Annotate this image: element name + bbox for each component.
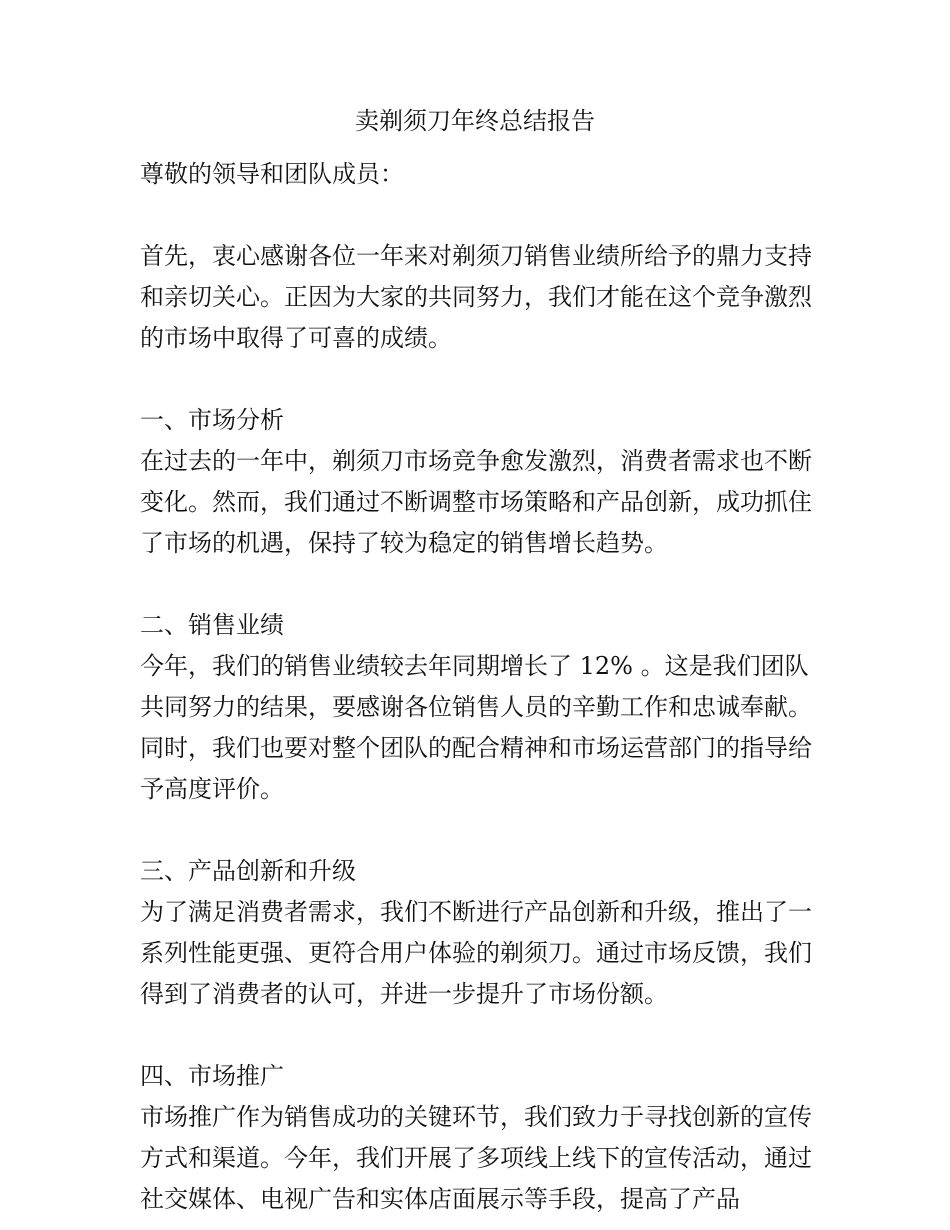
spacer xyxy=(140,359,812,400)
section-heading-sales-performance: 二、销售业绩 xyxy=(140,611,284,639)
section-body-sales-performance: 今年，我们的销售业绩较去年同期增长了 12% 。这是我们团队共同努力的结果，要感谢各位销售人员的辛勤工作和忠诚奉献。同时，我们也要对整个团队的配合精神和市场运营部门的指导给予高度评价。 xyxy=(140,652,812,803)
section-heading-product-innovation: 三、产品创新和升级 xyxy=(140,857,356,885)
section-body-marketing: 市场推广作为销售成功的关键环节，我们致力于寻找创新的宣传方式和渠道。今年，我们开展了多项线上线下的宣传活动，通过社交媒体、电视广告和实体店面展示等手段，提高了产品 xyxy=(140,1103,812,1213)
section-body-market-analysis: 在过去的一年中，剃须刀市场竞争愈发激烈，消费者需求也不断变化。然而，我们通过不断调整市场策略和产品创新，成功抓住了市场的机遇，保持了较为稳定的销售增长趋势。 xyxy=(140,447,812,557)
intro-paragraph: 首先，衷心感谢各位一年来对剃须刀销售业绩所给予的鼎力支持和亲切关心。正因为大家的共同努力，我们才能在这个竞争激烈的市场中取得了可喜的成绩。 xyxy=(140,242,812,352)
section-heading-marketing: 四、市场推广 xyxy=(140,1062,284,1090)
greeting: 尊敬的领导和团队成员： xyxy=(140,160,404,188)
section-heading-market-analysis: 一、市场分析 xyxy=(140,406,284,434)
section-body-product-innovation: 为了满足消费者需求，我们不断进行产品创新和升级，推出了一系列性能更强、更符合用户体验的剃须刀。通过市场反馈，我们得到了消费者的认可，并进一步提升了市场份额。 xyxy=(140,898,812,1008)
document-body xyxy=(140,154,812,1220)
spacer xyxy=(140,1015,812,1056)
spacer xyxy=(140,195,812,236)
spacer xyxy=(140,810,812,851)
document-title: 卖剃须刀年终总结报告 xyxy=(355,107,595,135)
spacer xyxy=(140,564,812,605)
